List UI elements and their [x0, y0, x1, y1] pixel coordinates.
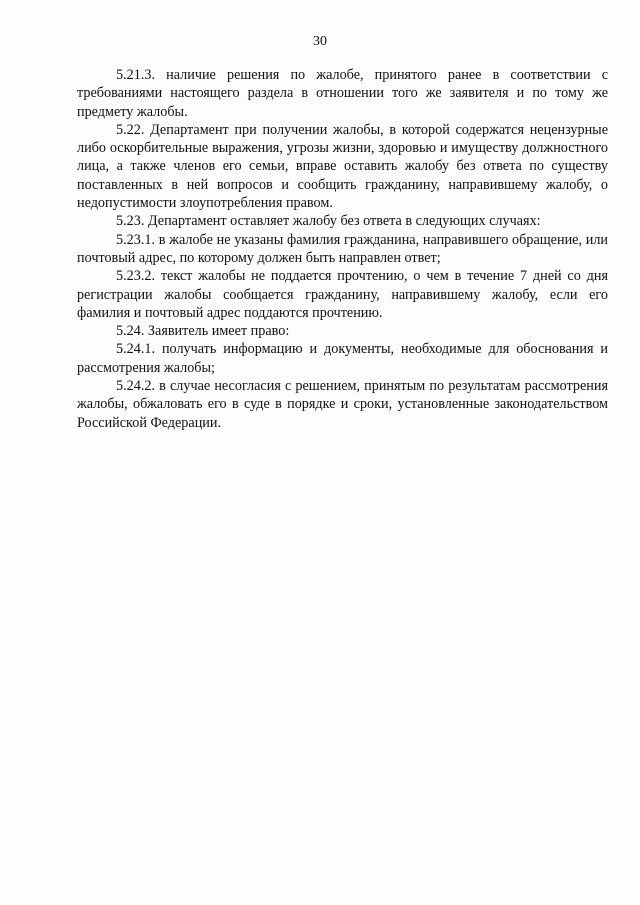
paragraph-5-23: 5.23. Департамент оставляет жалобу без ответа в следующих случаях:: [116, 213, 541, 230]
document-body: [77, 66, 608, 432]
paragraph-5-23-2: 5.23.2. текст жалобы не поддается прочтению, о чем в течение 7 дней со дня регистрации жалобы сообщается гражданину, направившему жалобу, если его фамилия и почтовый адрес поддаются прочтению.: [77, 268, 608, 321]
paragraph-5-24: 5.24. Заявитель имеет право:: [116, 323, 290, 340]
paragraph-5-24-2: 5.24.2. в случае несогласия с решением, принятым по результатам рассмотрения жалобы, обжаловать его в суде в порядке и сроки, установленные законодательством Российской Федерации.: [77, 378, 608, 431]
paragraph-5-21-3: 5.21.3. наличие решения по жалобе, принятого ранее в соответствии с требованиями настоящего раздела в отношении того же заявителя и по тому же предмету жалобы.: [77, 67, 608, 120]
paragraph-5-24-1: 5.24.1. получать информацию и документы, необходимые для обоснования и рассмотрения жалобы;: [77, 341, 608, 376]
page-number: 30: [313, 34, 327, 49]
paragraph-5-23-1: 5.23.1. в жалобе не указаны фамилия гражданина, направившего обращение, или почтовый адрес, по которому должен быть направлен ответ;: [77, 231, 608, 266]
paragraph-5-22: 5.22. Департамент при получении жалобы, в которой содержатся нецензурные либо оскорбительные выражения, угрозы жизни, здоровью и имуществу должностного лица, а также членов его семьи, вправе оставить жалобу без ответа по существу поставленных в ней вопросов и сообщить гражданину, направившему жалобу, о недопустимости злоупотребления правом.: [77, 121, 608, 212]
